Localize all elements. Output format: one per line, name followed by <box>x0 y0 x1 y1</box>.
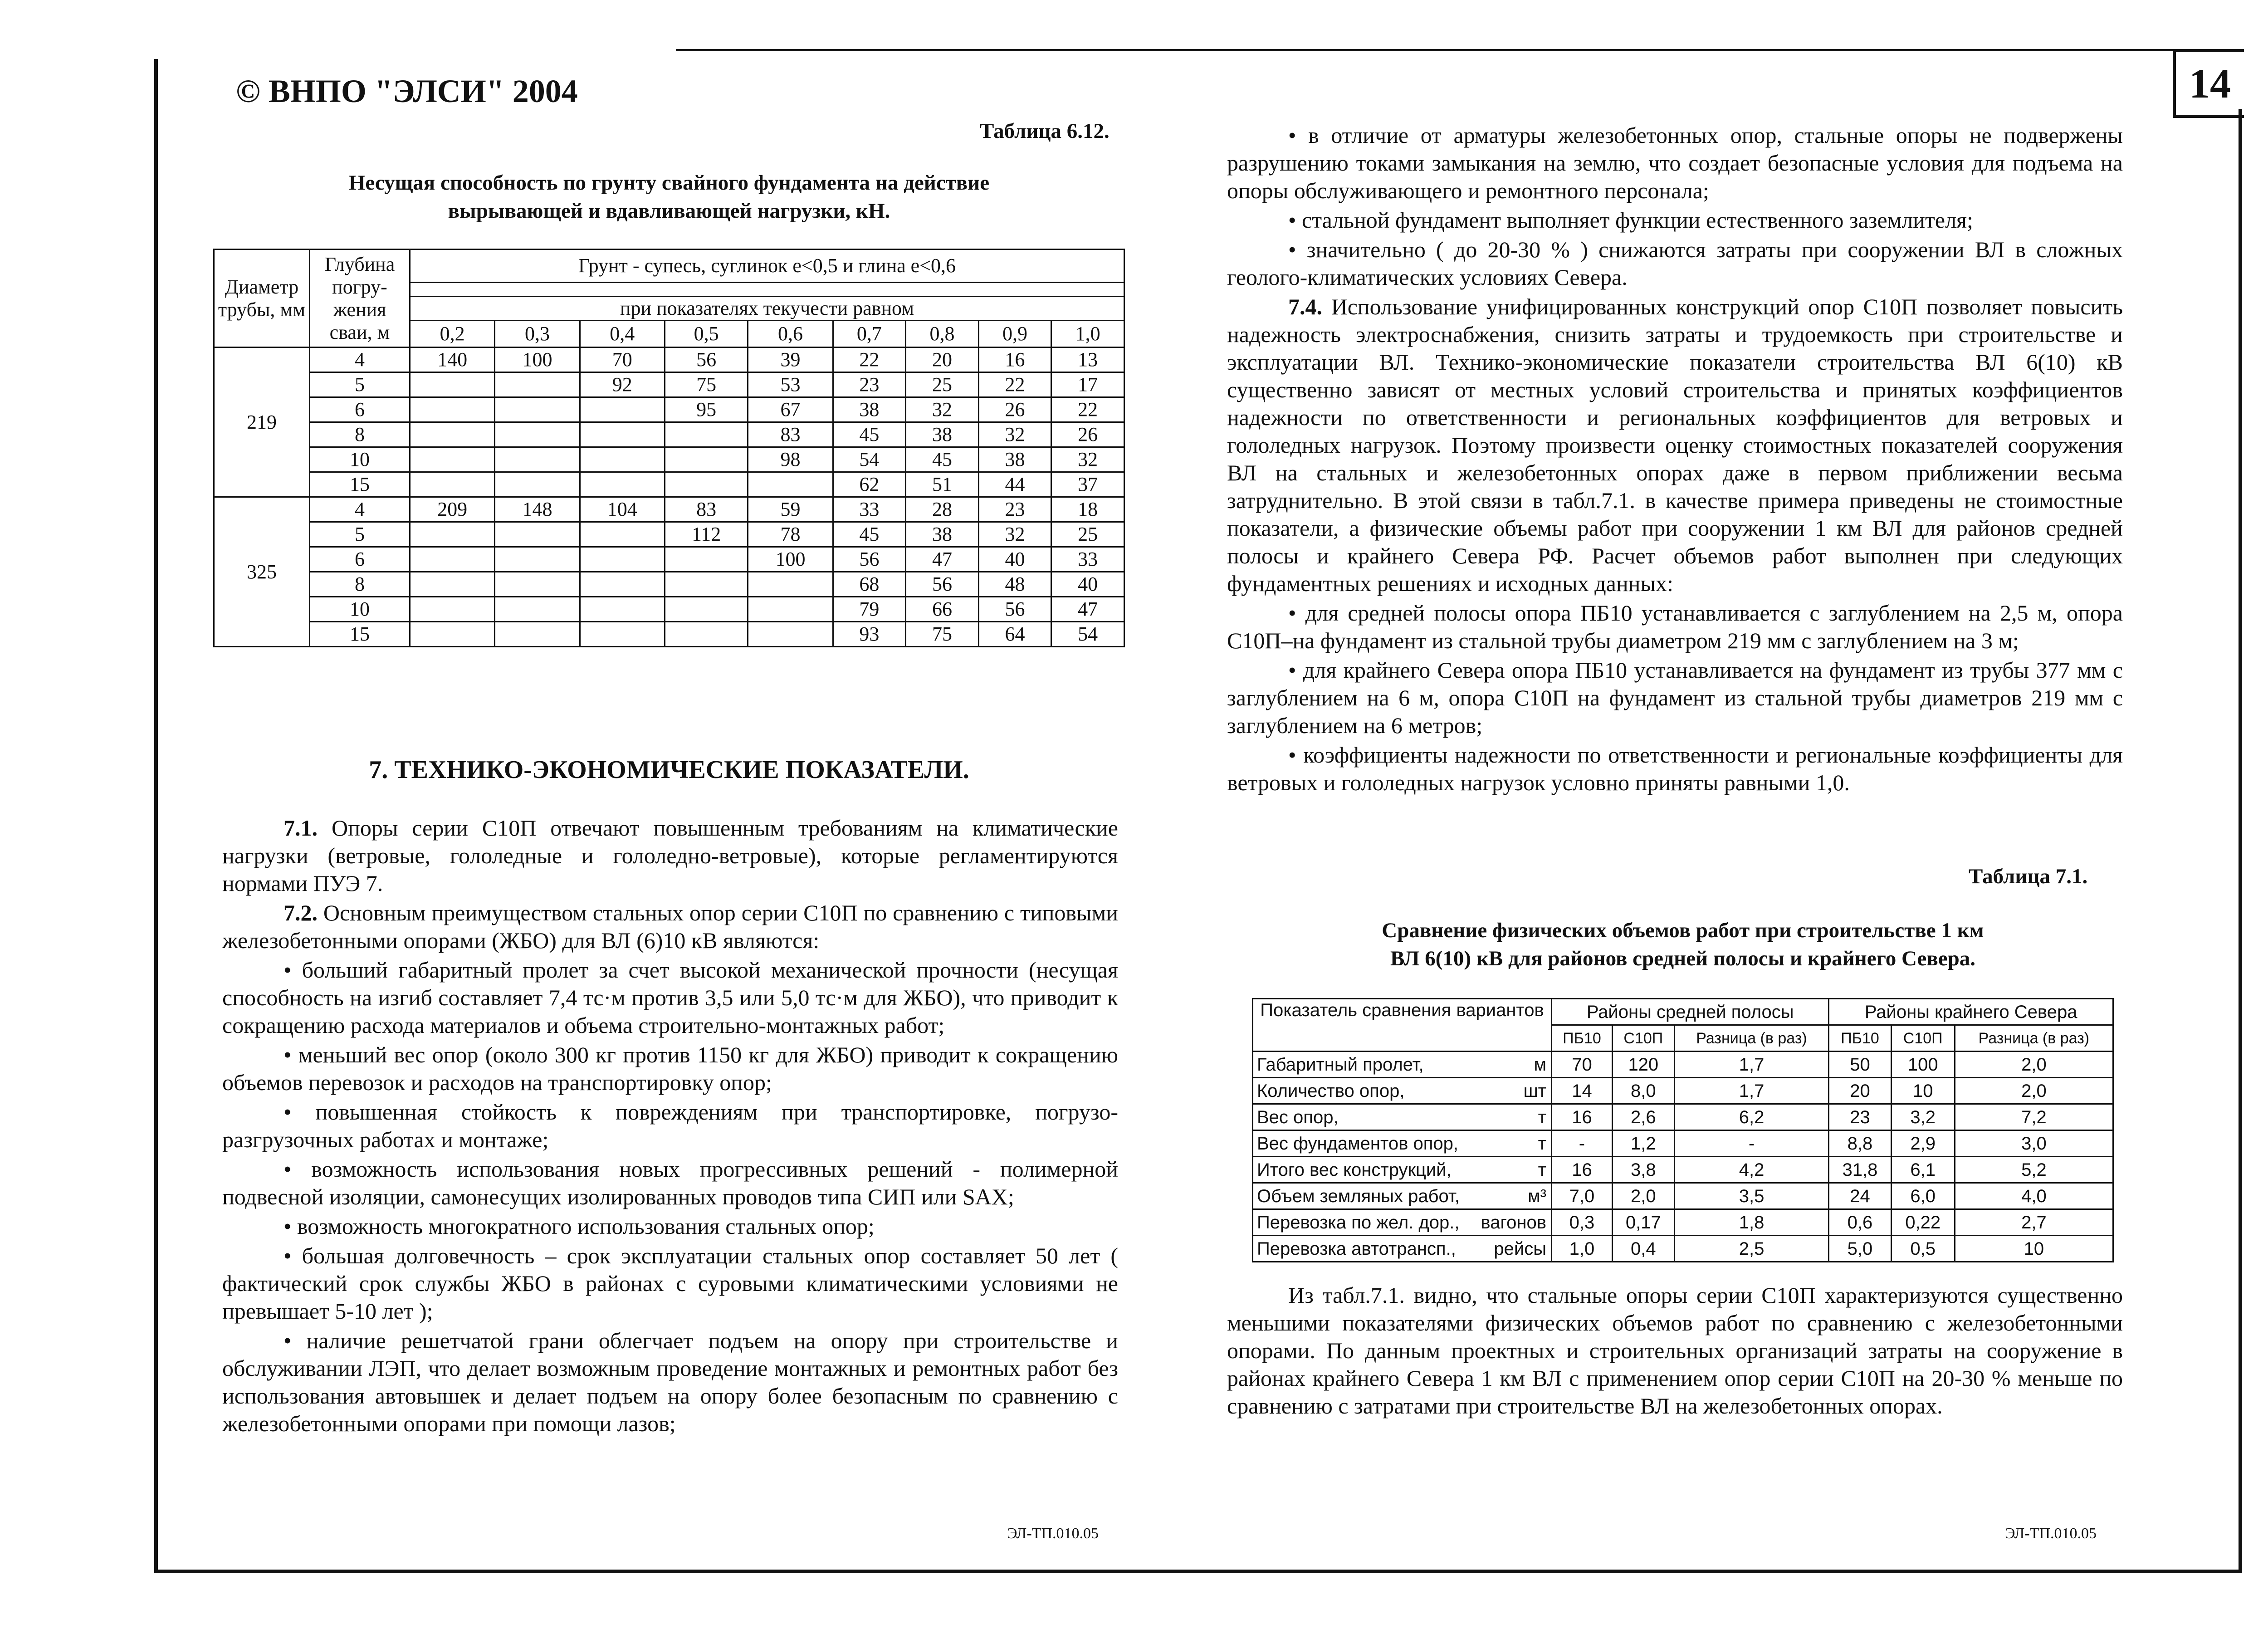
fluidity-value: 0,9 <box>978 321 1051 347</box>
fluidity-value: 0,3 <box>495 321 580 347</box>
table-612-caption <box>213 169 1125 225</box>
depth-cell: 10 <box>310 597 410 622</box>
capacity-cell: 93 <box>833 622 906 647</box>
capacity-cell <box>495 622 580 647</box>
table-row <box>214 622 1124 647</box>
table-row <box>1253 1078 2113 1104</box>
table-71-caption-line2: ВЛ 6(10) кВ для районов средней полосы и крайнего Севера. <box>1390 947 1976 970</box>
capacity-cell: 104 <box>580 497 665 522</box>
value-cell: 2,0 <box>1612 1183 1674 1209</box>
table-row <box>214 422 1124 447</box>
value-cell: 120 <box>1612 1052 1674 1078</box>
subheader-cell: Разница (в раз) <box>1955 1025 2113 1052</box>
indicator-cell <box>1253 1052 1552 1078</box>
capacity-cell <box>665 547 748 572</box>
capacity-cell: 33 <box>1051 547 1124 572</box>
indicator-cell <box>1253 1236 1552 1262</box>
table-row <box>214 447 1124 472</box>
depth-cell: 10 <box>310 447 410 472</box>
value-cell: 0,17 <box>1612 1209 1674 1236</box>
capacity-cell: 67 <box>748 397 833 422</box>
capacity-cell: 56 <box>833 547 906 572</box>
capacity-cell: 75 <box>665 372 748 397</box>
value-cell: 6,1 <box>1891 1157 1955 1183</box>
indicator-unit: м <box>1534 1054 1546 1075</box>
value-cell: 7,2 <box>1955 1104 2113 1130</box>
capacity-cell <box>410 522 495 547</box>
subheader-cell: ПБ10 <box>1552 1025 1613 1052</box>
capacity-cell: 32 <box>906 397 979 422</box>
capacity-cell <box>580 422 665 447</box>
value-cell: 50 <box>1829 1052 1891 1078</box>
value-cell: 1,7 <box>1674 1078 1829 1104</box>
bullet-item: • для крайнего Севера опора ПБ10 устанавливается на фундамент из трубы 377 мм с заглублением на 6 м, опора С10П на фундамент из стальной трубы диаметров 219 мм с заглублением на 6 метров; <box>1227 657 2123 738</box>
bullet-item: • повышенная стойкость к повреждениям при транспортировке, погрузо-разгрузочных работах и монтаже; <box>222 1099 1118 1152</box>
indicator-name: Габаритный пролет, <box>1257 1054 1424 1075</box>
capacity-cell: 56 <box>906 572 979 597</box>
capacity-cell: 209 <box>410 497 495 522</box>
capacity-cell <box>495 597 580 622</box>
fluidity-value: 0,5 <box>665 321 748 347</box>
capacity-cell: 62 <box>833 472 906 497</box>
table-row <box>1253 1157 2113 1183</box>
capacity-cell: 23 <box>978 497 1051 522</box>
capacity-cell: 112 <box>665 522 748 547</box>
footer-code-right: ЭЛ-ТП.010.05 <box>2005 1525 2097 1542</box>
capacity-cell <box>410 572 495 597</box>
capacity-cell: 45 <box>833 422 906 447</box>
indicator-name: Количество опор, <box>1257 1081 1405 1101</box>
para-7-4-text: Использование унифицированных конструкций опор С10П позволяет повысить надежность электроснабжения, снизить затраты и трудоемкость при строительстве и эксплуатации ВЛ. Технико-экономические показатели строительства ВЛ 6(10) кВ существенно зависят от местных условий строительства и принятых коэффициентов надежности по ответственности и региональных коэффициентов для ветровых и гололедных нагрузок. Поэтому произвести оценку стоимостных показателей сооружения ВЛ на стальных и железобетонных опорах даже в первом приближении весьма затруднительно. В этой связи в табл.7.1. в качестве примера приведены не стоимостные показатели, а физические объемы работ при сооружении 1 км ВЛ для районов средней полосы и крайнего Севера РФ. Расчет объемов работ выполнен при следующих фундаментных решениях и исходных данных: <box>1227 294 2123 596</box>
subheader-cell: Разница (в раз) <box>1674 1025 1829 1052</box>
right-column-text <box>1227 122 2123 798</box>
capacity-cell: 16 <box>978 347 1051 372</box>
value-cell: 31,8 <box>1829 1157 1891 1183</box>
table-row <box>214 372 1124 397</box>
bullet-item: • стальной фундамент выполняет функции естественного заземлителя; <box>1288 207 1973 233</box>
capacity-cell <box>748 472 833 497</box>
capacity-cell <box>495 372 580 397</box>
value-cell: 10 <box>1891 1078 1955 1104</box>
subheader-cell: С10П <box>1891 1025 1955 1052</box>
capacity-cell: 38 <box>906 422 979 447</box>
value-cell: 4,0 <box>1955 1183 2113 1209</box>
value-cell: 2,6 <box>1612 1104 1674 1130</box>
indicator-cell <box>1253 1130 1552 1157</box>
indicator-cell <box>1253 1157 1552 1183</box>
capacity-cell <box>410 447 495 472</box>
fluidity-value: 1,0 <box>1051 321 1124 347</box>
depth-cell: 6 <box>310 547 410 572</box>
value-cell: 10 <box>1955 1236 2113 1262</box>
page-number: 14 <box>2173 49 2244 118</box>
capacity-cell <box>410 547 495 572</box>
capacity-cell: 47 <box>1051 597 1124 622</box>
value-cell: 1,2 <box>1612 1130 1674 1157</box>
capacity-cell: 38 <box>833 397 906 422</box>
value-cell: 100 <box>1891 1052 1955 1078</box>
bullet-item: • больший габаритный пролет за счет высокой механической прочности (несущая способность на изгиб составляет 7,4 тс·м против 3,5 или 5,0 тс·м для ЖБО), что приводит к сокращению расхода материалов и объема строительно-монтажных работ; <box>222 957 1118 1038</box>
capacity-cell: 66 <box>906 597 979 622</box>
capacity-cell: 33 <box>833 497 906 522</box>
capacity-cell: 78 <box>748 522 833 547</box>
bullet-item: • большая долговечность – срок эксплуатации стальных опор составляет 50 лет ( фактический срок службы ЖБО в районах с суровыми климатическими условиями не превышает 5-10 лет ); <box>222 1243 1118 1324</box>
capacity-cell: 54 <box>833 447 906 472</box>
value-cell: 0,5 <box>1891 1236 1955 1262</box>
copyright-header: © ВНПО "ЭЛСИ" 2004 <box>236 73 578 109</box>
indicator-cell <box>1253 1209 1552 1236</box>
capacity-cell: 44 <box>978 472 1051 497</box>
value-cell: 4,2 <box>1674 1157 1829 1183</box>
indicator-cell <box>1253 1104 1552 1130</box>
table-71 <box>1252 998 2114 1262</box>
table-71-caption <box>1252 916 2114 973</box>
capacity-cell: 56 <box>665 347 748 372</box>
table-row <box>214 547 1124 572</box>
capacity-cell: 28 <box>906 497 979 522</box>
value-cell: 0,22 <box>1891 1209 1955 1236</box>
value-cell: 3,8 <box>1612 1157 1674 1183</box>
value-cell: 0,3 <box>1552 1209 1613 1236</box>
header-middle-zone: Районы средней полосы <box>1552 999 1829 1025</box>
table-row <box>214 472 1124 497</box>
capacity-cell: 32 <box>978 422 1051 447</box>
capacity-cell <box>410 397 495 422</box>
frame-left-line <box>154 59 158 1572</box>
table-row <box>214 497 1124 522</box>
header-diameter: Диаметр трубы, мм <box>214 249 310 347</box>
para-7-4-number: 7.4. <box>1288 294 1322 319</box>
indicator-unit: вагонов <box>1481 1212 1546 1233</box>
table-612 <box>213 249 1125 647</box>
capacity-cell: 83 <box>748 422 833 447</box>
value-cell: 1,8 <box>1674 1209 1829 1236</box>
value-cell: 5,2 <box>1955 1157 2113 1183</box>
bullet-item: • для средней полосы опора ПБ10 устанавливается с заглублением на 2,5 м, опора С10П–на фундамент из стальной трубы диаметром 219 мм с заглублением на 3 м; <box>1227 600 2123 653</box>
subheader-cell: ПБ10 <box>1829 1025 1891 1052</box>
para-7-1-text: Опоры серии С10П отвечают повышенным требованиям на климатические нагрузки (ветровые, гололедные и гололедно-ветровые), которые регламентируются нормами ПУЭ 7. <box>222 815 1118 896</box>
value-cell: - <box>1674 1130 1829 1157</box>
capacity-cell: 18 <box>1051 497 1124 522</box>
capacity-cell <box>580 572 665 597</box>
indicator-name: Вес опор, <box>1257 1107 1339 1127</box>
depth-cell: 4 <box>310 347 410 372</box>
indicator-unit: шт <box>1523 1081 1546 1101</box>
section-7-heading: 7. ТЕХНИКО-ЭКОНОМИЧЕСКИЕ ПОКАЗАТЕЛИ. <box>369 756 969 784</box>
capacity-cell: 59 <box>748 497 833 522</box>
footer-code-left: ЭЛ-ТП.010.05 <box>1007 1525 1099 1542</box>
bullet-item: • значительно ( до 20-30 % ) снижаются затраты при сооружении ВЛ в сложных геолого-климатических условиях Севера. <box>1227 237 2123 290</box>
indicator-unit: рейсы <box>1494 1238 1546 1259</box>
fluidity-value: 0,7 <box>833 321 906 347</box>
depth-cell: 15 <box>310 472 410 497</box>
value-cell: 23 <box>1829 1104 1891 1130</box>
capacity-cell <box>665 622 748 647</box>
subheader-cell: С10П <box>1612 1025 1674 1052</box>
capacity-cell: 98 <box>748 447 833 472</box>
capacity-cell: 25 <box>1051 522 1124 547</box>
value-cell: 1,7 <box>1674 1052 1829 1078</box>
capacity-cell: 39 <box>748 347 833 372</box>
capacity-cell <box>580 397 665 422</box>
capacity-cell <box>665 472 748 497</box>
bullet-item: • коэффициенты надежности по ответственности и региональные коэффициенты для ветровых и гололедных нагрузок условно приняты равными 1,0. <box>1227 742 2123 795</box>
capacity-cell: 47 <box>906 547 979 572</box>
capacity-cell <box>748 597 833 622</box>
depth-cell: 5 <box>310 522 410 547</box>
frame-right-line <box>2239 109 2242 1573</box>
capacity-cell: 64 <box>978 622 1051 647</box>
table-612-label: Таблица 6.12. <box>980 119 1110 143</box>
value-cell: 24 <box>1829 1183 1891 1209</box>
table-71-caption-line1: Сравнение физических объемов работ при строительстве 1 км <box>1382 919 1984 942</box>
capacity-cell: 38 <box>906 522 979 547</box>
bullet-item: • возможность многократного использования стальных опор; <box>284 1213 875 1239</box>
indicator-unit: т <box>1538 1133 1546 1154</box>
capacity-cell: 25 <box>906 372 979 397</box>
value-cell: 70 <box>1552 1052 1613 1078</box>
capacity-cell: 95 <box>665 397 748 422</box>
capacity-cell <box>665 422 748 447</box>
capacity-cell: 40 <box>978 547 1051 572</box>
left-column-text <box>222 814 1118 1439</box>
table-612-caption-line2: вырывающей и вдавливающей нагрузки, кН. <box>448 199 890 223</box>
capacity-cell <box>410 622 495 647</box>
diameter-cell: 219 <box>214 347 310 497</box>
value-cell: 16 <box>1552 1104 1613 1130</box>
capacity-cell: 37 <box>1051 472 1124 497</box>
frame-bottom-line <box>154 1570 2241 1573</box>
capacity-cell <box>495 397 580 422</box>
capacity-cell <box>495 522 580 547</box>
table-row <box>214 522 1124 547</box>
capacity-cell: 48 <box>978 572 1051 597</box>
capacity-cell: 45 <box>833 522 906 547</box>
conclusion-paragraph: Из табл.7.1. видно, что стальные опоры серии С10П характеризуются существенно меньшими показателями физических объемов работ по сравнению с железобетонными опорами. По данным проектных и строительных организаций затраты на сооружение в районах крайнего Севера 1 км ВЛ с применением опор серии С10П на 20-30 % меньше по сравнению с затратами при строительстве ВЛ на железобетонных опорах. <box>1227 1282 2123 1419</box>
header-fluidity: при показателях текучести равном <box>410 297 1124 321</box>
capacity-cell: 26 <box>978 397 1051 422</box>
depth-cell: 8 <box>310 572 410 597</box>
capacity-cell <box>410 597 495 622</box>
depth-cell: 6 <box>310 397 410 422</box>
value-cell: 20 <box>1829 1078 1891 1104</box>
bullet-item: • меньший вес опор (около 300 кг против 1150 кг для ЖБО) приводит к сокращению объемов перевозок и расходов на транспортировку опор; <box>222 1042 1118 1095</box>
capacity-cell <box>495 472 580 497</box>
header-north-zone: Районы крайнего Севера <box>1829 999 2113 1025</box>
capacity-cell <box>665 597 748 622</box>
table-row <box>1253 1236 2113 1262</box>
header-spacer <box>410 283 1124 297</box>
para-7-1-number: 7.1. <box>284 815 318 841</box>
capacity-cell: 22 <box>1051 397 1124 422</box>
value-cell: 14 <box>1552 1078 1613 1104</box>
depth-cell: 5 <box>310 372 410 397</box>
indicator-name: Объем земляных работ, <box>1257 1186 1460 1206</box>
value-cell: 2,0 <box>1955 1052 2113 1078</box>
depth-cell: 4 <box>310 497 410 522</box>
capacity-cell: 32 <box>978 522 1051 547</box>
bullet-item: • в отличие от арматуры железобетонных опор, стальные опоры не подвержены разрушению токами замыкания на землю, что создает безопасные условия для подъема на опоры обслуживающего и ремонтного персонала; <box>1227 122 2123 203</box>
capacity-cell: 148 <box>495 497 580 522</box>
capacity-cell: 20 <box>906 347 979 372</box>
capacity-cell: 75 <box>906 622 979 647</box>
capacity-cell: 32 <box>1051 447 1124 472</box>
capacity-cell: 23 <box>833 372 906 397</box>
capacity-cell: 17 <box>1051 372 1124 397</box>
fluidity-value: 0,4 <box>580 321 665 347</box>
capacity-cell: 53 <box>748 372 833 397</box>
value-cell: 0,6 <box>1829 1209 1891 1236</box>
value-cell: 6,2 <box>1674 1104 1829 1130</box>
capacity-cell: 79 <box>833 597 906 622</box>
capacity-cell <box>580 597 665 622</box>
indicator-name: Перевозка автотрансп., <box>1257 1238 1456 1259</box>
value-cell: 8,0 <box>1612 1078 1674 1104</box>
capacity-cell: 22 <box>833 347 906 372</box>
bullet-item: • наличие решетчатой грани облегчает подъем на опору при строительстве и обслуживании ЛЭП, что делает возможным проведение монтажных и ремонтных работ без использования автовышек и делает подъем на опору более безопасным по сравнению с железобетонными опорами при помощи лазов; <box>222 1328 1118 1436</box>
capacity-cell <box>580 522 665 547</box>
value-cell: 2,0 <box>1955 1078 2113 1104</box>
table-row <box>214 397 1124 422</box>
table-row <box>1253 1183 2113 1209</box>
depth-cell: 8 <box>310 422 410 447</box>
capacity-cell <box>748 572 833 597</box>
table-row <box>214 347 1124 372</box>
para-7-2-text: Основным преимуществом стальных опор серии С10П по сравнению с типовыми железобетонными опорами (ЖБО) для ВЛ (6)10 кВ являются: <box>222 900 1118 953</box>
indicator-unit: м³ <box>1528 1186 1546 1206</box>
indicator-name: Вес фундаментов опор, <box>1257 1133 1459 1154</box>
table-row <box>1253 1209 2113 1236</box>
capacity-cell: 100 <box>495 347 580 372</box>
capacity-cell: 40 <box>1051 572 1124 597</box>
capacity-cell <box>665 572 748 597</box>
value-cell: 3,5 <box>1674 1183 1829 1209</box>
capacity-cell <box>665 447 748 472</box>
value-cell: 2,5 <box>1674 1236 1829 1262</box>
capacity-cell: 100 <box>748 547 833 572</box>
indicator-cell <box>1253 1078 1552 1104</box>
indicator-name: Перевозка по жел. дор., <box>1257 1212 1460 1233</box>
capacity-cell: 51 <box>906 472 979 497</box>
capacity-cell <box>495 447 580 472</box>
depth-cell: 15 <box>310 622 410 647</box>
fluidity-value: 0,8 <box>906 321 979 347</box>
fluidity-value: 0,2 <box>410 321 495 347</box>
indicator-name: Итого вес конструкций, <box>1257 1159 1452 1180</box>
table-71-label: Таблица 7.1. <box>1969 865 2088 888</box>
value-cell: 3,2 <box>1891 1104 1955 1130</box>
table-row <box>1253 1052 2113 1078</box>
capacity-cell: 70 <box>580 347 665 372</box>
value-cell: 16 <box>1552 1157 1613 1183</box>
bullet-item: • возможность использования новых прогрессивных решений - полимерной подвесной изоляции, самонесущих изолированных проводов типа СИП или SAX; <box>222 1156 1118 1209</box>
conclusion-block <box>1227 1282 2123 1422</box>
capacity-cell <box>495 547 580 572</box>
table-row <box>1253 1130 2113 1157</box>
capacity-cell <box>580 622 665 647</box>
capacity-cell: 45 <box>906 447 979 472</box>
table-612-caption-line1: Несущая способность по грунту свайного фундамента на действие <box>348 171 990 195</box>
capacity-cell: 54 <box>1051 622 1124 647</box>
capacity-cell: 22 <box>978 372 1051 397</box>
header-indicator: Показатель сравнения вариантов <box>1253 999 1552 1052</box>
value-cell: 3,0 <box>1955 1130 2113 1157</box>
indicator-unit: т <box>1538 1159 1546 1180</box>
frame-top-line <box>676 49 2191 51</box>
capacity-cell <box>580 472 665 497</box>
value-cell: 6,0 <box>1891 1183 1955 1209</box>
capacity-cell <box>495 572 580 597</box>
table-row <box>1253 1104 2113 1130</box>
diameter-cell: 325 <box>214 497 310 647</box>
para-7-2-number: 7.2. <box>284 900 318 925</box>
capacity-cell <box>580 447 665 472</box>
value-cell: 5,0 <box>1829 1236 1891 1262</box>
capacity-cell: 140 <box>410 347 495 372</box>
capacity-cell <box>410 372 495 397</box>
capacity-cell: 56 <box>978 597 1051 622</box>
capacity-cell: 92 <box>580 372 665 397</box>
indicator-unit: т <box>1538 1107 1546 1127</box>
value-cell: 2,9 <box>1891 1130 1955 1157</box>
value-cell: - <box>1552 1130 1613 1157</box>
capacity-cell <box>580 547 665 572</box>
fluidity-value: 0,6 <box>748 321 833 347</box>
value-cell: 0,4 <box>1612 1236 1674 1262</box>
capacity-cell: 13 <box>1051 347 1124 372</box>
value-cell: 8,8 <box>1829 1130 1891 1157</box>
para-7-4 <box>1227 293 2123 597</box>
capacity-cell: 26 <box>1051 422 1124 447</box>
capacity-cell <box>410 422 495 447</box>
value-cell: 7,0 <box>1552 1183 1613 1209</box>
header-depth: Глубина погру-жения сваи, м <box>310 249 410 347</box>
para-7-1 <box>222 814 1118 897</box>
para-7-2 <box>222 899 1118 954</box>
capacity-cell: 68 <box>833 572 906 597</box>
value-cell: 2,7 <box>1955 1209 2113 1236</box>
table-row <box>214 597 1124 622</box>
capacity-cell <box>410 472 495 497</box>
capacity-cell: 38 <box>978 447 1051 472</box>
table-row <box>214 572 1124 597</box>
capacity-cell: 83 <box>665 497 748 522</box>
capacity-cell <box>748 622 833 647</box>
capacity-cell <box>495 422 580 447</box>
indicator-cell <box>1253 1183 1552 1209</box>
header-soil: Грунт - супесь, суглинок е<0,5 и глина е<0,6 <box>410 249 1124 283</box>
value-cell: 1,0 <box>1552 1236 1613 1262</box>
